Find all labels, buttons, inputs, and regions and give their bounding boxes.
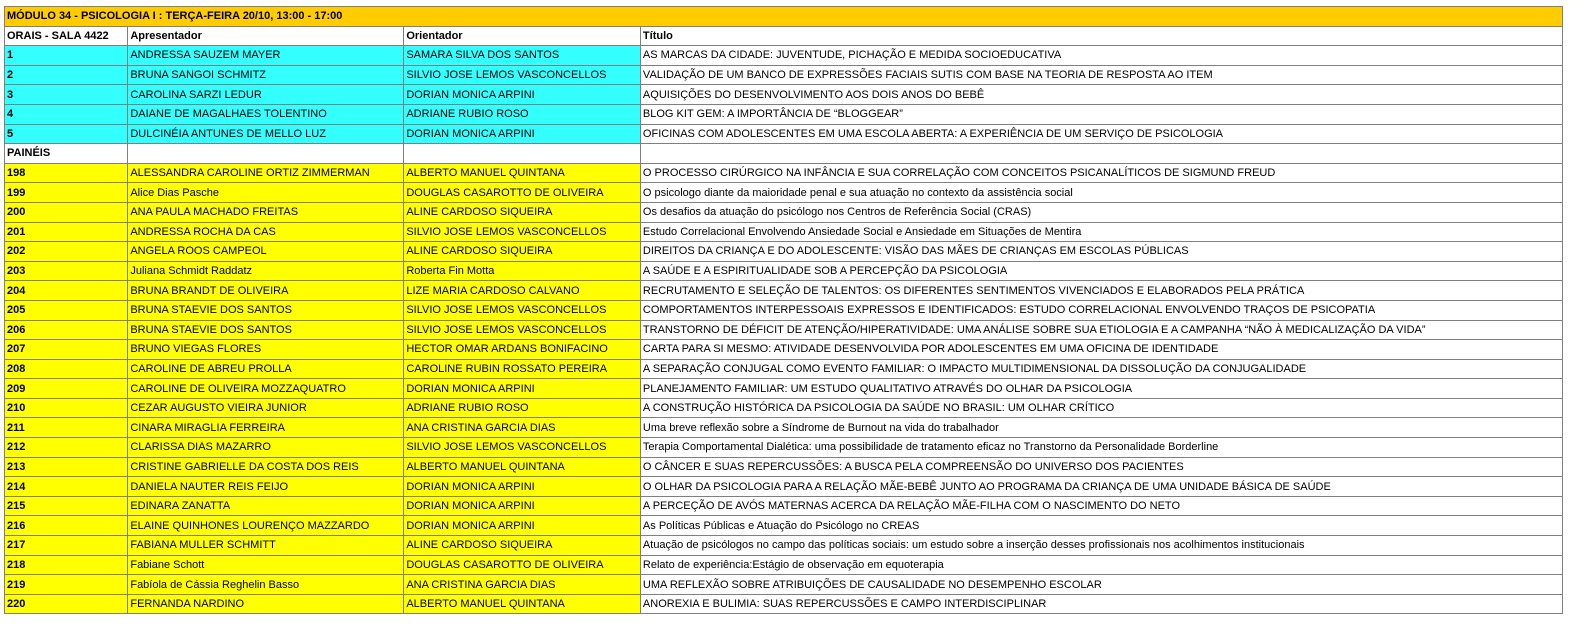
schedule-body <box>5 7 1563 614</box>
row-number: 205 <box>5 300 128 320</box>
table-row <box>5 104 1563 124</box>
row-number: 218 <box>5 555 128 575</box>
paineis-section-row <box>5 144 1563 164</box>
table-row <box>5 477 1563 497</box>
table-row <box>5 359 1563 379</box>
titulo-cell: O OLHAR DA PSICOLOGIA PARA A RELAÇÃO MÃE-BEBÊ JUNTO AO PROGRAMA DA CRIANÇA DE UMA UNIDADE BÁSICA DE SAÚDE <box>640 477 1562 497</box>
empty-cell <box>640 144 1562 164</box>
row-number: 206 <box>5 320 128 340</box>
apresentador-cell: ANGELA ROOS CAMPEOL <box>128 242 404 262</box>
row-number: 1 <box>5 46 128 66</box>
apresentador-cell: BRUNA STAEVIE DOS SANTOS <box>128 300 404 320</box>
orientador-cell: SILVIO JOSE LEMOS VASCONCELLOS <box>404 320 641 340</box>
row-number: 215 <box>5 496 128 516</box>
orientador-cell: ALINE CARDOSO SIQUEIRA <box>404 536 641 556</box>
apresentador-cell: CEZAR AUGUSTO VIEIRA JUNIOR <box>128 398 404 418</box>
row-number: 202 <box>5 242 128 262</box>
titulo-cell: VALIDAÇÃO DE UM BANCO DE EXPRESSÕES FACIAIS SUTIS COM BASE NA TEORIA DE RESPOSTA AO ITEM <box>640 65 1562 85</box>
table-row <box>5 457 1563 477</box>
orientador-cell: ALBERTO MANUEL QUINTANA <box>404 457 641 477</box>
table-row <box>5 163 1563 183</box>
titulo-cell: UMA REFLEXÃO SOBRE ATRIBUIÇÕES DE CAUSALIDADE NO DESEMPENHO ESCOLAR <box>640 575 1562 595</box>
apresentador-cell: BRUNO VIEGAS FLORES <box>128 340 404 360</box>
orientador-cell: ALINE CARDOSO SIQUEIRA <box>404 242 641 262</box>
titulo-cell: O PROCESSO CIRÚRGICO NA INFÂNCIA E SUA CORRELAÇÃO COM CONCEITOS PSICANALÍTICOS DE SIGMUND FREUD <box>640 163 1562 183</box>
table-row <box>5 379 1563 399</box>
row-number: 208 <box>5 359 128 379</box>
titulo-cell: AS MARCAS DA CIDADE: JUVENTUDE, PICHAÇÃO E MEDIDA SOCIOEDUCATIVA <box>640 46 1562 66</box>
orientador-cell: SILVIO JOSE LEMOS VASCONCELLOS <box>404 438 641 458</box>
apresentador-cell: DANIELA NAUTER REIS FEIJO <box>128 477 404 497</box>
titulo-cell: OFICINAS COM ADOLESCENTES EM UMA ESCOLA ABERTA: A EXPERIÊNCIA DE UM SERVIÇO DE PSICOLOGIA <box>640 124 1562 144</box>
table-row <box>5 300 1563 320</box>
row-number: 213 <box>5 457 128 477</box>
table-row <box>5 85 1563 105</box>
table-row <box>5 242 1563 262</box>
orientador-cell: DORIAN MONICA ARPINI <box>404 496 641 516</box>
empty-cell <box>404 144 641 164</box>
orientador-cell: DOUGLAS CASAROTTO DE OLIVEIRA <box>404 183 641 203</box>
apresentador-cell: FERNANDA NARDINO <box>128 594 404 614</box>
orientador-cell: HECTOR OMAR ARDANS BONIFACINO <box>404 340 641 360</box>
header-apresentador: Apresentador <box>128 26 404 46</box>
orientador-cell: DORIAN MONICA ARPINI <box>404 85 641 105</box>
row-number: 216 <box>5 516 128 536</box>
table-row <box>5 202 1563 222</box>
row-number: 198 <box>5 163 128 183</box>
titulo-cell: DIREITOS DA CRIANÇA E DO ADOLESCENTE: VISÃO DAS MÃES DE CRIANÇAS EM ESCOLAS PÚBLICAS <box>640 242 1562 262</box>
apresentador-cell: Juliana Schmidt Raddatz <box>128 261 404 281</box>
paineis-label: PAINÉIS <box>5 144 128 164</box>
table-row <box>5 516 1563 536</box>
titulo-cell: Relato de experiência:Estágio de observação em equoterapia <box>640 555 1562 575</box>
titulo-cell: As Políticas Públicas e Atuação do Psicólogo no CREAS <box>640 516 1562 536</box>
apresentador-cell: ALESSANDRA CAROLINE ORTIZ ZIMMERMAN <box>128 163 404 183</box>
apresentador-cell: CINARA MIRAGLIA FERREIRA <box>128 418 404 438</box>
titulo-cell: O CÂNCER E SUAS REPERCUSSÕES: A BUSCA PELA COMPREENSÃO DO UNIVERSO DOS PACIENTES <box>640 457 1562 477</box>
header-titulo: Título <box>640 26 1562 46</box>
table-row <box>5 340 1563 360</box>
titulo-cell: RECRUTAMENTO E SELEÇÃO DE TALENTOS: OS DIFERENTES SENTIMENTOS VIVENCIADOS E ELABORADOS PELA PRÁTICA <box>640 281 1562 301</box>
table-row <box>5 261 1563 281</box>
apresentador-cell: CLARISSA DIAS MAZARRO <box>128 438 404 458</box>
apresentador-cell: DULCINÉIA ANTUNES DE MELLO LUZ <box>128 124 404 144</box>
apresentador-cell: BRUNA STAEVIE DOS SANTOS <box>128 320 404 340</box>
table-row <box>5 320 1563 340</box>
titulo-cell: A SAÚDE E A ESPIRITUALIDADE SOB A PERCEPÇÃO DA PSICOLOGIA <box>640 261 1562 281</box>
schedule-table <box>4 6 1563 614</box>
apresentador-cell: Fabíola de Cássia Reghelin Basso <box>128 575 404 595</box>
table-row <box>5 418 1563 438</box>
apresentador-cell: DAIANE DE MAGALHAES TOLENTINO <box>128 104 404 124</box>
titulo-cell: COMPORTAMENTOS INTERPESSOAIS EXPRESSOS E IDENTIFICADOS: ESTUDO CORRELACIONAL ENVOLVENDO TRAÇOS DE PSICOPATIA <box>640 300 1562 320</box>
row-number: 217 <box>5 536 128 556</box>
table-row <box>5 594 1563 614</box>
orientador-cell: SAMARA SILVA DOS SANTOS <box>404 46 641 66</box>
titulo-cell: A SEPARAÇÃO CONJUGAL COMO EVENTO FAMILIAR: O IMPACTO MULTIDIMENSIONAL DA DISSOLUÇÃO DA CONJUGALIDADE <box>640 359 1562 379</box>
titulo-cell: Terapia Comportamental Dialética: uma possibilidade de tratamento eficaz no Transtorno da Personalidade Borderline <box>640 438 1562 458</box>
orientador-cell: CAROLINE RUBIN ROSSATO PEREIRA <box>404 359 641 379</box>
orientador-cell: ANA CRISTINA GARCIA DIAS <box>404 575 641 595</box>
apresentador-cell: EDINARA ZANATTA <box>128 496 404 516</box>
titulo-cell: CARTA PARA SI MESMO: ATIVIDADE DESENVOLVIDA POR ADOLESCENTES EM UMA OFICINA DE IDENTIDADE <box>640 340 1562 360</box>
orientador-cell: DORIAN MONICA ARPINI <box>404 379 641 399</box>
table-row <box>5 124 1563 144</box>
orientador-cell: ANA CRISTINA GARCIA DIAS <box>404 418 641 438</box>
table-row <box>5 398 1563 418</box>
orientador-cell: DORIAN MONICA ARPINI <box>404 124 641 144</box>
titulo-cell: Uma breve reflexão sobre a Síndrome de Burnout na vida do trabalhador <box>640 418 1562 438</box>
apresentador-cell: ELAINE QUINHONES LOURENÇO MAZZARDO <box>128 516 404 536</box>
table-row <box>5 496 1563 516</box>
titulo-cell: O psicologo diante da maioridade penal e sua atuação no contexto da assistência social <box>640 183 1562 203</box>
row-number: 212 <box>5 438 128 458</box>
orientador-cell: DORIAN MONICA ARPINI <box>404 477 641 497</box>
apresentador-cell: Fabiane Schott <box>128 555 404 575</box>
orientador-cell: LIZE MARIA CARDOSO CALVANO <box>404 281 641 301</box>
module-title: MÓDULO 34 - PSICOLOGIA I : TERÇA-FEIRA 20/10, 13:00 - 17:00 <box>5 7 1563 27</box>
apresentador-cell: ANDRESSA ROCHA DA CAS <box>128 222 404 242</box>
row-number: 220 <box>5 594 128 614</box>
orientador-cell: Roberta Fin Motta <box>404 261 641 281</box>
orientador-cell: DORIAN MONICA ARPINI <box>404 516 641 536</box>
orientador-cell: SILVIO JOSE LEMOS VASCONCELLOS <box>404 222 641 242</box>
table-row <box>5 438 1563 458</box>
titulo-cell: A CONSTRUÇÃO HISTÓRICA DA PSICOLOGIA DA SAÚDE NO BRASIL: UM OLHAR CRÍTICO <box>640 398 1562 418</box>
apresentador-cell: BRUNA SANGOI SCHMITZ <box>128 65 404 85</box>
row-number: 201 <box>5 222 128 242</box>
row-number: 209 <box>5 379 128 399</box>
table-row <box>5 575 1563 595</box>
row-number: 210 <box>5 398 128 418</box>
orientador-cell: ALINE CARDOSO SIQUEIRA <box>404 202 641 222</box>
titulo-cell: PLANEJAMENTO FAMILIAR: UM ESTUDO QUALITATIVO ATRAVÉS DO OLHAR DA PSICOLOGIA <box>640 379 1562 399</box>
row-number: 200 <box>5 202 128 222</box>
orientador-cell: ADRIANE RUBIO ROSO <box>404 104 641 124</box>
titulo-cell: Estudo Correlacional Envolvendo Ansiedade Social e Ansiedade em Situações de Mentira <box>640 222 1562 242</box>
row-number: 203 <box>5 261 128 281</box>
table-row <box>5 281 1563 301</box>
titulo-cell: Atuação de psicólogos no campo das políticas sociais: um estudo sobre a inserção desses profissionais nos acolhimentos institucionais <box>640 536 1562 556</box>
titulo-cell: BLOG KIT GEM: A IMPORTÂNCIA DE “BLOGGEAR” <box>640 104 1562 124</box>
row-number: 207 <box>5 340 128 360</box>
module-title-row <box>5 7 1563 27</box>
orientador-cell: ALBERTO MANUEL QUINTANA <box>404 163 641 183</box>
row-number: 211 <box>5 418 128 438</box>
header-orientador: Orientador <box>404 26 641 46</box>
apresentador-cell: BRUNA BRANDT DE OLIVEIRA <box>128 281 404 301</box>
orientador-cell: DOUGLAS CASAROTTO DE OLIVEIRA <box>404 555 641 575</box>
orientador-cell: SILVIO JOSE LEMOS VASCONCELLOS <box>404 300 641 320</box>
table-row <box>5 65 1563 85</box>
table-row <box>5 222 1563 242</box>
apresentador-cell: CRISTINE GABRIELLE DA COSTA DOS REIS <box>128 457 404 477</box>
header-row <box>5 26 1563 46</box>
orientador-cell: SILVIO JOSE LEMOS VASCONCELLOS <box>404 65 641 85</box>
titulo-cell: ANOREXIA E BULIMIA: SUAS REPERCUSSÕES E CAMPO INTERDISCIPLINAR <box>640 594 1562 614</box>
orientador-cell: ALBERTO MANUEL QUINTANA <box>404 594 641 614</box>
table-row <box>5 555 1563 575</box>
row-number: 4 <box>5 104 128 124</box>
table-row <box>5 46 1563 66</box>
apresentador-cell: ANDRESSA SAUZEM MAYER <box>128 46 404 66</box>
apresentador-cell: CAROLINE DE OLIVEIRA MOZZAQUATRO <box>128 379 404 399</box>
titulo-cell: A PERCEÇÃO DE AVÓS MATERNAS ACERCA DA RELAÇÃO MÃE-FILHA COM O NASCIMENTO DO NETO <box>640 496 1562 516</box>
row-number: 219 <box>5 575 128 595</box>
apresentador-cell: CAROLINE DE ABREU PROLLA <box>128 359 404 379</box>
apresentador-cell: ANA PAULA MACHADO FREITAS <box>128 202 404 222</box>
titulo-cell: AQUISIÇÕES DO DESENVOLVIMENTO AOS DOIS ANOS DO BEBÊ <box>640 85 1562 105</box>
row-number: 5 <box>5 124 128 144</box>
row-number: 214 <box>5 477 128 497</box>
table-row <box>5 536 1563 556</box>
row-number: 3 <box>5 85 128 105</box>
titulo-cell: Os desafios da atuação do psicólogo nos Centros de Referência Social (CRAS) <box>640 202 1562 222</box>
table-row <box>5 183 1563 203</box>
apresentador-cell: FABIANA MULLER SCHMITT <box>128 536 404 556</box>
orientador-cell: ADRIANE RUBIO ROSO <box>404 398 641 418</box>
empty-cell <box>128 144 404 164</box>
titulo-cell: TRANSTORNO DE DÉFICIT DE ATENÇÃO/HIPERATIVIDADE: UMA ANÁLISE SOBRE SUA ETIOLOGIA E A CAMPANHA “NÃO À MEDICALIZAÇÃO DA VIDA” <box>640 320 1562 340</box>
apresentador-cell: Alice Dias Pasche <box>128 183 404 203</box>
row-number: 199 <box>5 183 128 203</box>
apresentador-cell: CAROLINA SARZI LEDUR <box>128 85 404 105</box>
header-orais-sala: ORAIS - SALA 4422 <box>5 26 128 46</box>
row-number: 204 <box>5 281 128 301</box>
row-number: 2 <box>5 65 128 85</box>
